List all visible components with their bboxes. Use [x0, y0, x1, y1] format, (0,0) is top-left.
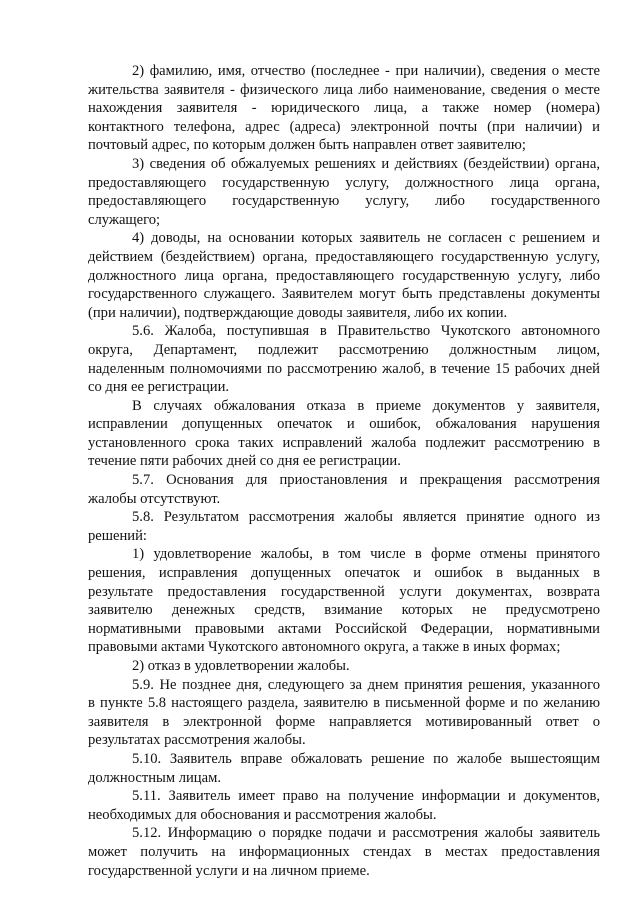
paragraph-p-5-7: [88, 471, 600, 508]
text-line: решения, исправления допущенных опечаток и ошибок в выданных в: [88, 565, 600, 582]
text-line: 5.9. Не позднее дня, следующего за днем принятия решения, указанного: [132, 676, 600, 693]
text-line: предоставляющего государственную услугу, либо государственного: [88, 193, 600, 210]
text-line: результате предоставления государственной услуги документах, возврата: [88, 583, 600, 600]
paragraph-p-refusal: [88, 397, 600, 471]
text-line: 5.6. Жалоба, поступившая в Правительство Чукотского автономного: [132, 323, 600, 340]
text-line: 3) сведения об обжалуемых решениях и действиях (бездействии) органа,: [132, 155, 600, 172]
text-line: со дня ее регистрации.: [88, 379, 230, 396]
text-line: наделенным полномочиями по рассмотрению жалоб, в течение 15 рабочих дней: [88, 360, 600, 377]
text-line: необходимых для обоснования и рассмотрения жалобы.: [88, 806, 437, 823]
text-line: государственной услуги и на личном приеме.: [88, 862, 370, 879]
text-line: заявителю денежных средств, взимание которых не предусмотрено: [88, 602, 600, 619]
text-line: нормативными правовыми актами Российской Федерации, нормативными: [88, 620, 600, 637]
paragraph-p-5-6: [88, 322, 600, 396]
text-line: решений:: [88, 527, 147, 544]
paragraph-p-4: [88, 229, 600, 322]
text-line: действием (бездействием) органа, предоставляющего государственную услугу,: [88, 248, 600, 265]
text-line: 5.11. Заявитель имеет право на получение информации и документов,: [132, 788, 600, 805]
text-line: 5.7. Основания для приостановления и прекращения рассмотрения: [132, 472, 600, 489]
text-line: может получить на информационных стендах в местах предоставления: [88, 843, 600, 860]
paragraph-p-5-8-1: [88, 545, 600, 657]
text-line: должностным лицам.: [88, 769, 221, 786]
paragraph-p-5-8-2: [88, 657, 600, 676]
text-line: нахождения заявителя - юридического лица, а также номер (номера): [88, 100, 600, 117]
text-line: должностного лица органа, предоставляющего государственную услугу, либо: [88, 267, 600, 284]
text-line: установленного срока таких исправлений жалоба подлежит рассмотрению в: [88, 434, 600, 451]
text-line: почтовый адрес, по которым должен быть направлен ответ заявителю;: [88, 137, 526, 154]
text-line: течение пяти рабочих дней со дня ее регистрации.: [88, 453, 401, 470]
text-line: 2) фамилию, имя, отчество (последнее - при наличии), сведения о месте: [132, 63, 600, 79]
text-line: в пункте 5.8 настоящего раздела, заявителю в письменной форме и по желанию: [88, 695, 600, 712]
text-line: правовыми актами Чукотского автономного округа, а также в иных формах;: [88, 639, 561, 656]
paragraph-p-5-11: [88, 787, 600, 824]
text-line: жительства заявителя - физического лица либо наименование, сведения о месте: [88, 81, 600, 98]
text-line: (при наличии), подтверждающие доводы заявителя, либо их копии.: [88, 304, 508, 321]
paragraph-p-2: [88, 62, 600, 155]
text-line: контактного телефона, адрес (адреса) электронной почты (при наличии) и: [88, 118, 600, 135]
text-line: предоставляющего государственную услугу, должностного лица органа,: [88, 174, 600, 191]
text-line: 2) отказ в удовлетворении жалобы.: [132, 658, 350, 674]
text-line: служащего;: [88, 211, 161, 228]
text-line: 4) доводы, на основании которых заявитель не согласен с решением и: [132, 230, 600, 247]
text-line: государственного служащего. Заявителем могут быть представлены документы: [88, 286, 600, 303]
text-line: 5.10. Заявитель вправе обжаловать решение по жалобе вышестоящим: [132, 750, 600, 767]
paragraph-p-3: [88, 155, 600, 229]
text-line: 5.12. Информацию о порядке подачи и рассмотрения жалобы заявитель: [132, 825, 600, 842]
paragraph-p-5-10: [88, 750, 600, 787]
text-line: исправлении допущенных опечаток и ошибок, обжалования нарушения: [88, 416, 600, 433]
text-line: округа, Департамент, подлежит рассмотрению должностным лицом,: [88, 341, 600, 358]
text-line: жалобы отсутствуют.: [88, 490, 221, 507]
text-line: результатах рассмотрения жалобы.: [88, 732, 306, 749]
text-line: В случаях обжалования отказа в приеме документов у заявителя,: [132, 397, 600, 414]
text-line: заявителя в электронной форме направляется мотивированный ответ о: [88, 713, 600, 730]
text-line: 5.8. Результатом рассмотрения жалобы является принятие одного из: [132, 509, 600, 526]
paragraph-p-5-9: [88, 676, 600, 750]
paragraph-p-5-8: [88, 508, 600, 545]
text-line: 1) удовлетворение жалобы, в том числе в форме отмены принятого: [132, 546, 600, 563]
paragraph-p-5-12: [88, 824, 600, 880]
document-body: [88, 62, 600, 880]
